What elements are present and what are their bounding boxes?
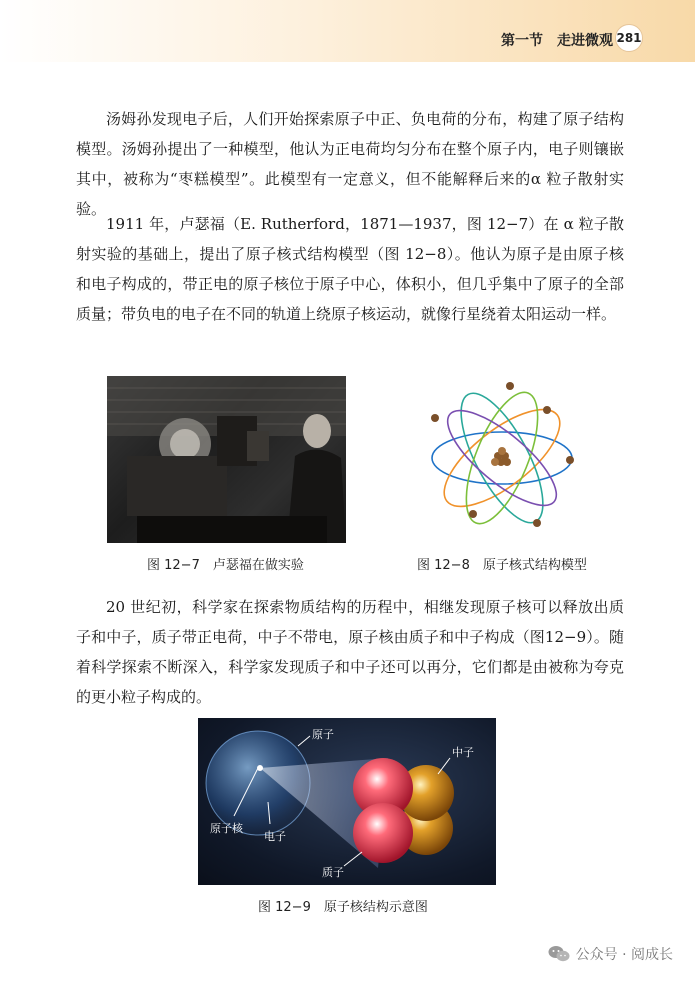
label-nucleus: 原子核 <box>210 822 243 835</box>
paragraph-thomson-model: 汤姆孙发现电子后，人们开始探索原子中正、负电荷的分布，构建了原子结构模型。汤姆孙提出了一种模型，他认为正电荷均匀分布在整个原子内，电子则镶嵌其中，被称为“枣糕模型”。此模型有一定意义，但不能解释后来的α 粒子散射实验。 <box>76 110 624 218</box>
label-atom: 原子 <box>312 728 334 741</box>
nucleus <box>491 447 511 466</box>
label-neutron: 中子 <box>452 746 474 759</box>
watermark <box>548 944 673 964</box>
atom-model-figure <box>425 378 580 528</box>
paragraph-nucleus-structure: 20 世纪初，科学家在探索物质结构的历程中，相继发现原子核可以释放出质子和中子，质子带正电荷，中子不带电，原子核由质子和中子构成（图12−9）。随着科学探索不断深入，科学家发现质子和中子还可以再分，它们都是由被称为夸克的更小粒子构成的。 <box>76 598 624 706</box>
figure-12-9-caption: 图 12−9 原子核结构示意图 <box>258 900 428 915</box>
watermark-text: 公众号 · 阅成长 <box>575 947 673 963</box>
atom-model-drawing <box>425 378 580 528</box>
page-number: 281 <box>615 24 643 52</box>
figure-12-7-caption: 图 12−7 卢瑟福在做实验 <box>147 558 304 573</box>
figure-12-8-caption: 图 12−8 原子核式结构模型 <box>417 558 587 573</box>
proton-sphere <box>353 803 413 863</box>
wechat-icon <box>548 945 570 963</box>
section-title: 第一节 走进微观 <box>501 33 613 49</box>
label-electron: 电子 <box>264 830 286 843</box>
nucleus-structure-figure <box>198 718 496 885</box>
paragraph-rutherford-model: 1911 年，卢瑟福（E. Rutherford，1871—1937，图 12−7）在 α 粒子散射实验的基础上，提出了原子核式结构模型（图 12−8）。他认为原子是由原子核和电子构成的，带正电的原子核位于原子中心，体积小，但几乎集中了原子的全部质量；带负电的电子在不同的轨道上绕原子核运动，就像行星绕着太阳运动一样。 <box>76 215 624 323</box>
label-proton: 质子 <box>322 866 344 879</box>
rutherford-photo-drawing <box>107 376 346 543</box>
rutherford-photo <box>107 376 346 543</box>
